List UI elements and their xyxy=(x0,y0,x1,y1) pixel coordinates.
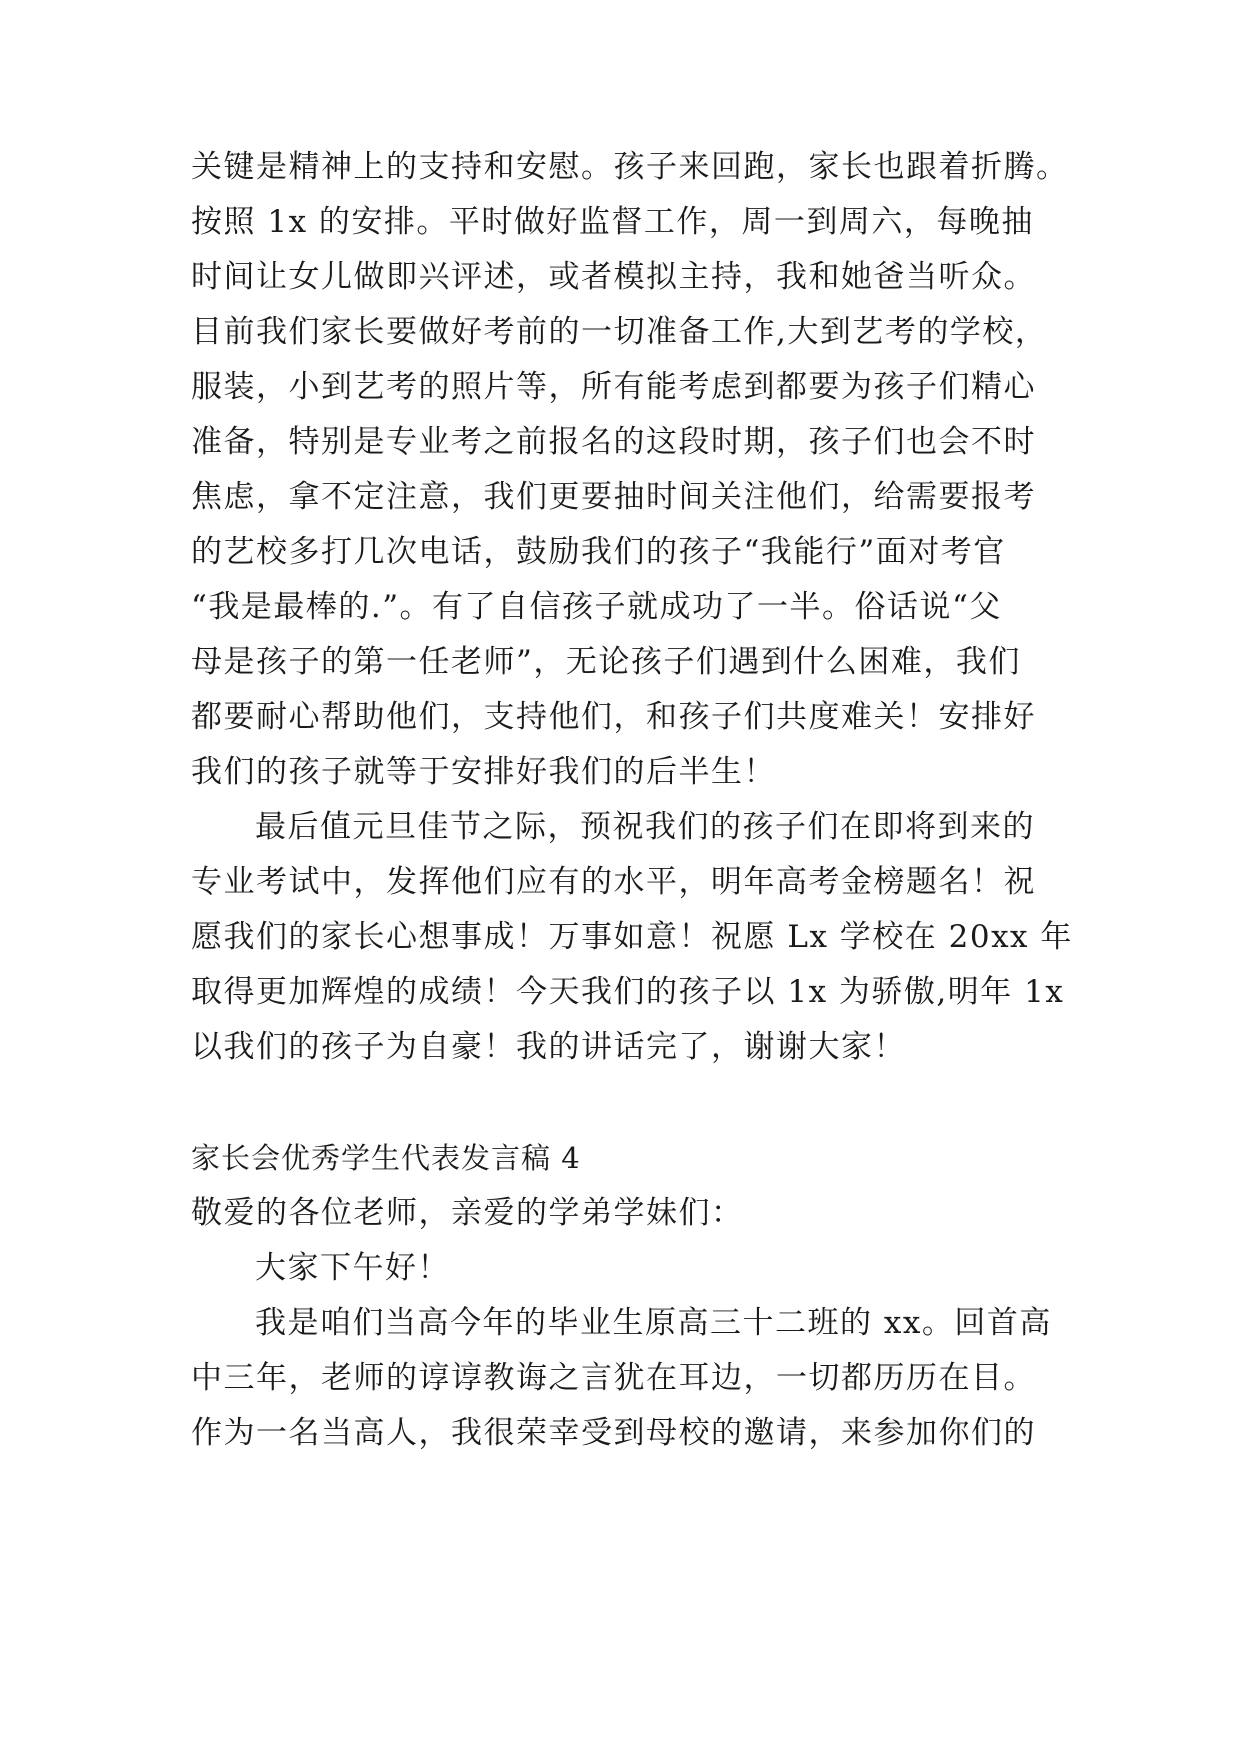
greeting: 大家下午好！ xyxy=(255,1250,450,1286)
paragraph-line: 关键是精神上的支持和安慰。孩子来回跑，家长也跟着折腾。 xyxy=(191,149,1069,185)
paragraph-line: 最后值元旦佳节之际，预祝我们的孩子们在即将到来的 xyxy=(255,809,1035,845)
paragraph-line: 专业考试中，发挥他们应有的水平，明年高考金榜题名！祝 xyxy=(191,864,1036,900)
paragraph-line: 准备，特别是专业考之前报名的这段时期，孩子们也会不时 xyxy=(191,424,1036,460)
paragraph-line: 焦虑，拿不定注意，我们更要抽时间关注他们，给需要报考 xyxy=(191,479,1036,515)
paragraph-line: 作为一名当高人，我很荣幸受到母校的邀请，来参加你们的 xyxy=(191,1415,1036,1451)
paragraph-line: 按照 1x 的安排。平时做好监督工作，周一到周六，每晚抽 xyxy=(191,204,1034,240)
salutation: 敬爱的各位老师，亲爱的学弟学妹们： xyxy=(191,1195,744,1231)
paragraph-line: 中三年，老师的谆谆教诲之言犹在耳边，一切都历历在目。 xyxy=(191,1360,1036,1396)
paragraph-line: 我们的孩子就等于安排好我们的后半生！ xyxy=(191,754,776,790)
paragraph-line: 都要耐心帮助他们，支持他们，和孩子们共度难关！安排好 xyxy=(191,699,1036,735)
section-title: 家长会优秀学生代表发言稿 4 xyxy=(191,1141,581,1175)
paragraph-line: 的艺校多打几次电话，鼓励我们的孩子“我能行”面对考官 xyxy=(191,534,1006,570)
paragraph-line: 愿我们的家长心想事成！万事如意！祝愿 Lx 学校在 20xx 年 xyxy=(191,919,1073,955)
paragraph-line: 以我们的孩子为自豪！我的讲话完了，谢谢大家！ xyxy=(191,1029,906,1065)
paragraph-line: 时间让女儿做即兴评述，或者模拟主持，我和她爸当听众。 xyxy=(191,259,1036,295)
paragraph-line: “我是最棒的.”。有了自信孩子就成功了一半。俗话说“父 xyxy=(191,589,1002,625)
paragraph-line: 母是孩子的第一任老师”，无论孩子们遇到什么困难，我们 xyxy=(191,644,1021,680)
paragraph-line: 服装，小到艺考的照片等，所有能考虑到都要为孩子们精心 xyxy=(191,369,1036,405)
paragraph-line: 我是咱们当高今年的毕业生原高三十二班的 xx。回首高 xyxy=(255,1305,1052,1341)
paragraph-line: 取得更加辉煌的成绩！今天我们的孩子以 1x 为骄傲,明年 1x xyxy=(191,974,1065,1010)
paragraph-line: 目前我们家长要做好考前的一切准备工作,大到艺考的学校， xyxy=(191,314,1048,350)
